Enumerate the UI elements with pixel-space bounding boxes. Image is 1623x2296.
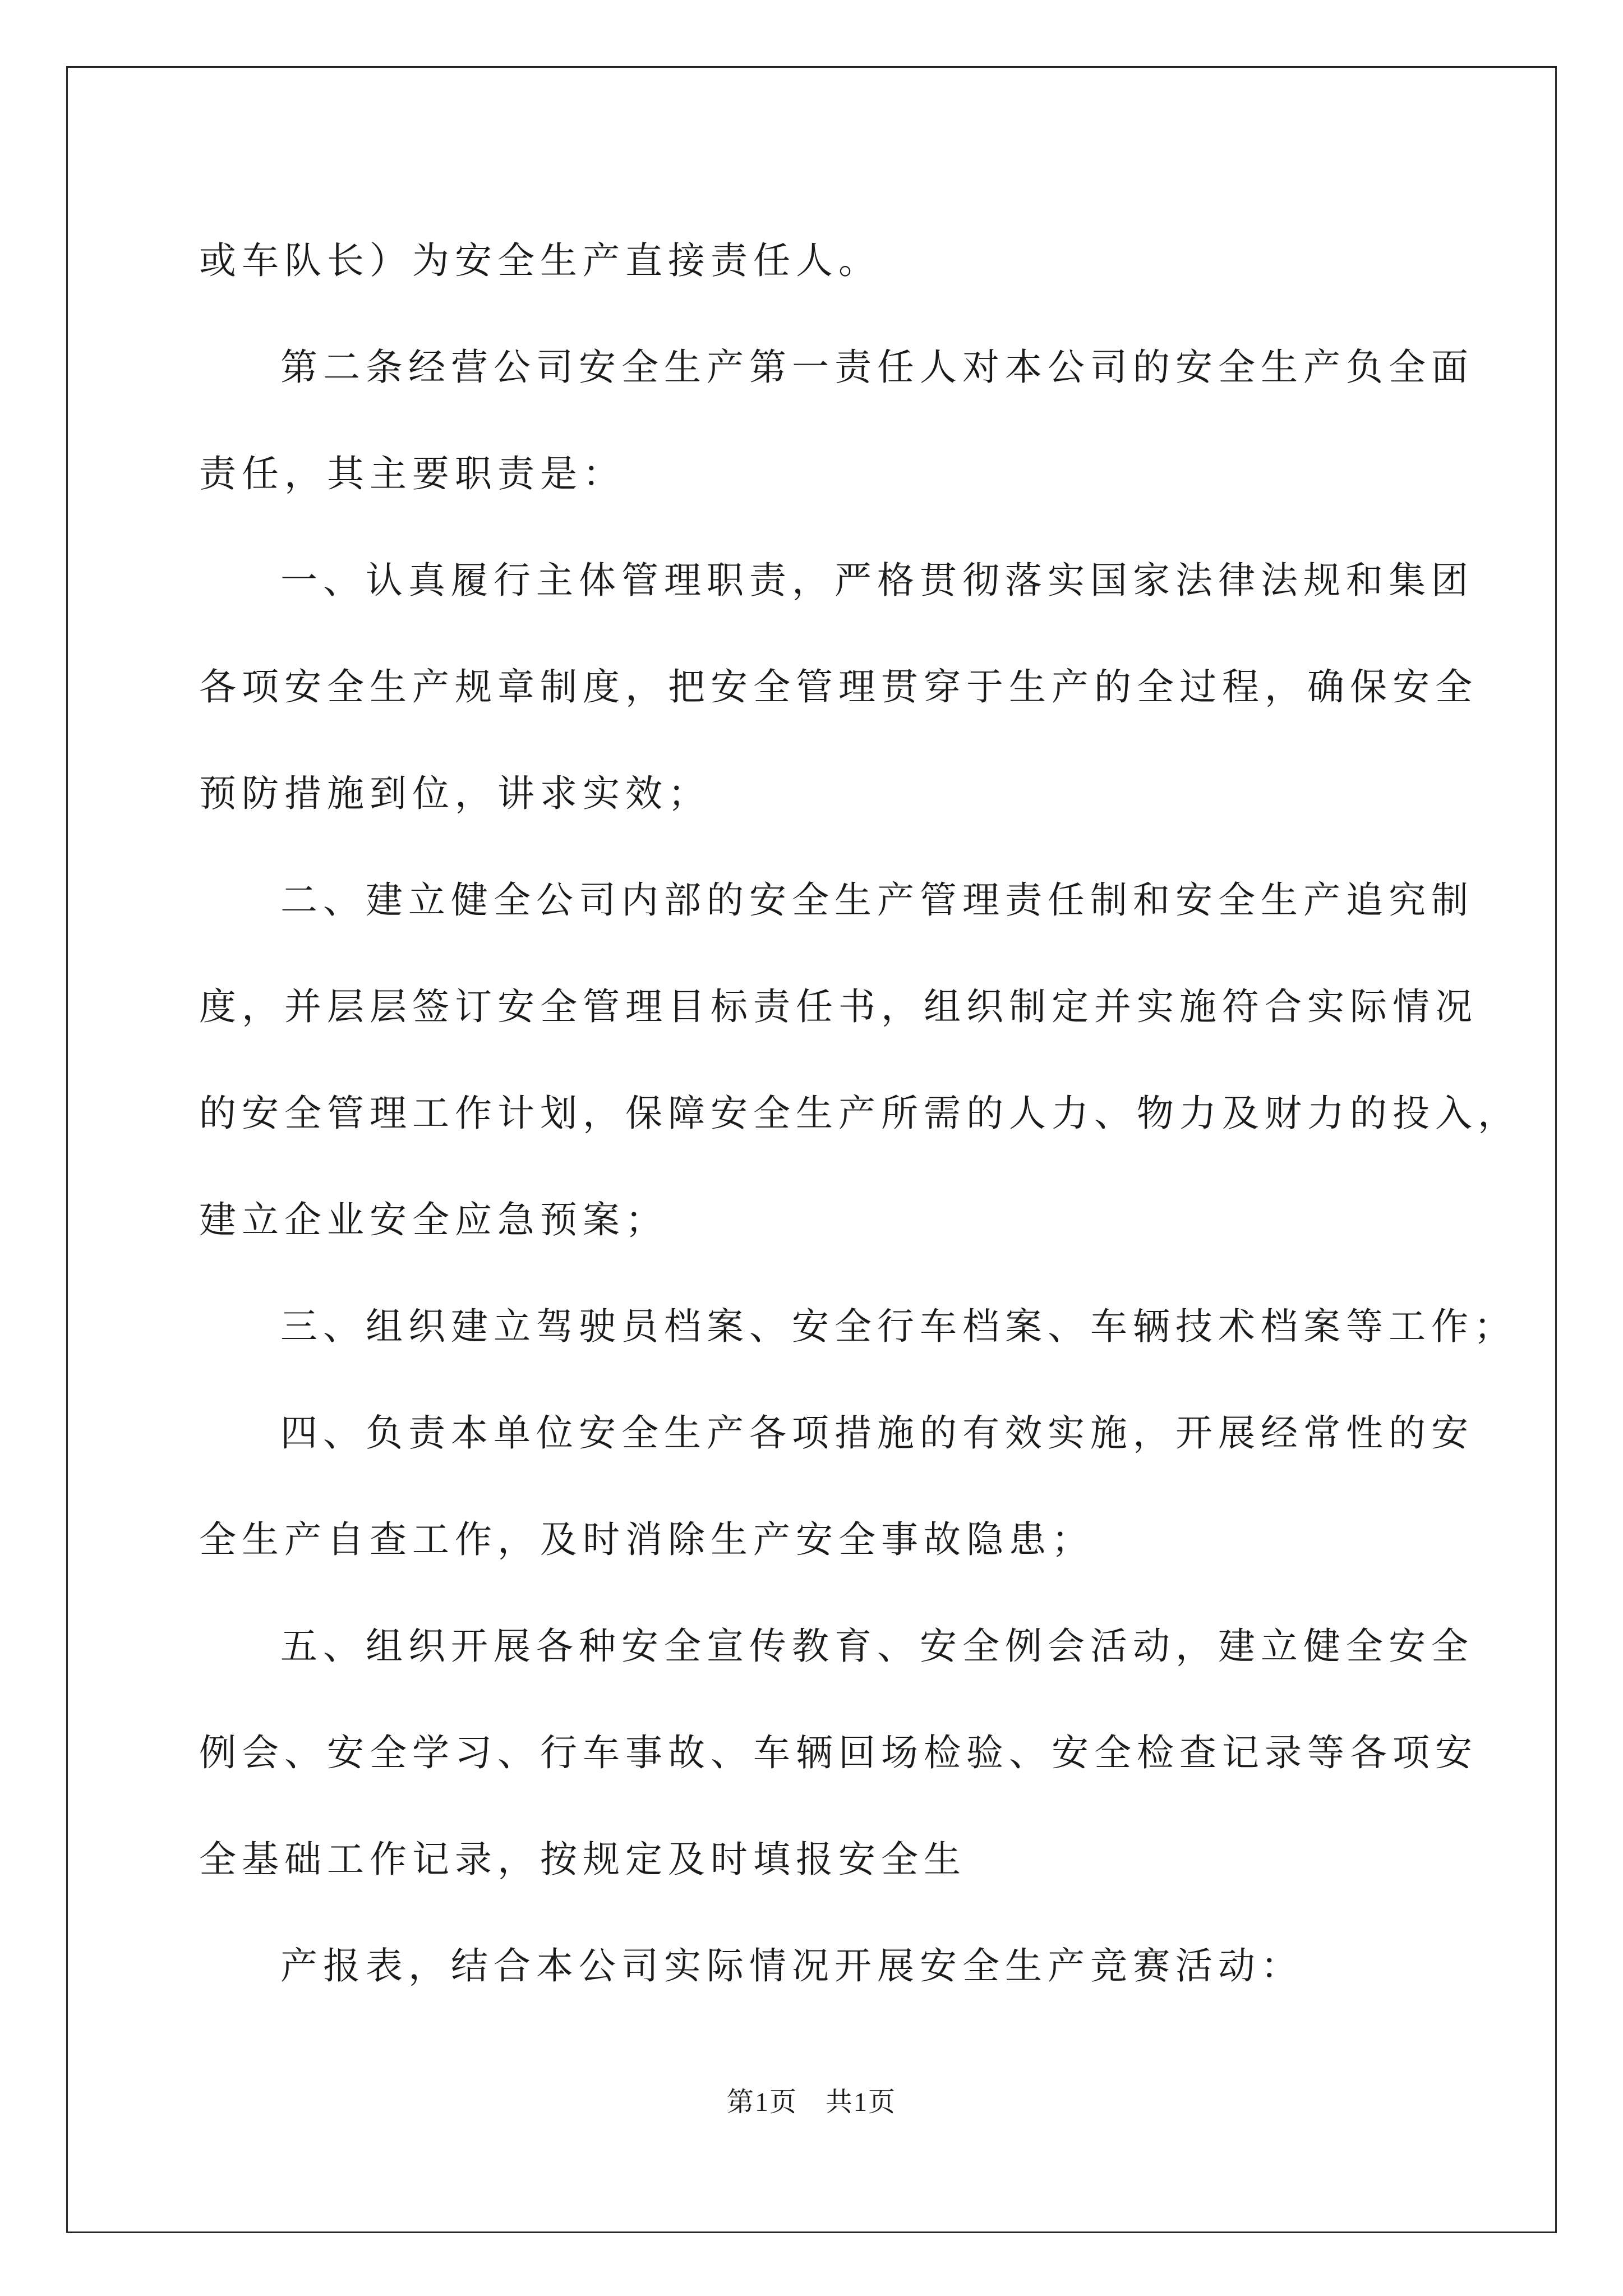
text-line: 全生产自查工作，及时消除生产安全事故隐患；: [199, 1518, 1094, 1561]
text-line: 第二条经营公司安全生产第一责任人对本公司的安全生产负全面: [280, 346, 1474, 389]
document-body: [199, 208, 1520, 2019]
text-line: 三、组织建立驾驶员档案、安全行车档案、车辆技术档案等工作；: [280, 1305, 1516, 1348]
text-line: 全基础工作记录，按规定及时填报安全生: [199, 1838, 966, 1881]
text-line: 责任，其主要职责是：: [199, 452, 625, 495]
text-line: 例会、安全学习、行车事故、车辆回场检验、安全检查记录等各项安: [199, 1731, 1478, 1774]
text-line: 二、建立健全公司内部的安全生产管理责任制和安全生产追究制: [280, 878, 1474, 922]
page-footer: [0, 2080, 1623, 2119]
text-line: 或车队长）为安全生产直接责任人。: [199, 239, 881, 282]
page-number: 第1页: [726, 2087, 797, 2117]
text-line: 的安全管理工作计划，保障安全生产所需的人力、物力及财力的投入，: [199, 1092, 1520, 1135]
text-line: 五、组织开展各种安全宣传教育、安全例会活动，建立健全安全: [280, 1625, 1474, 1668]
text-line: 建立企业安全应急预案；: [199, 1198, 668, 1241]
text-line: 各项安全生产规章制度，把安全管理贯穿于生产的全过程，确保安全: [199, 665, 1478, 708]
text-line: 产报表，结合本公司实际情况开展安全生产竞赛活动：: [280, 1944, 1303, 1987]
text-line: 度，并层层签订安全管理目标责任书，组织制定并实施符合实际情况: [199, 985, 1478, 1028]
page-total: 共1页: [826, 2087, 897, 2117]
text-line: 四、负责本单位安全生产各项措施的有效实施，开展经常性的安: [280, 1411, 1474, 1455]
text-line: 一、认真履行主体管理职责，严格贯彻落实国家法律法规和集团: [280, 559, 1474, 602]
text-line: 预防措施到位，讲求实效；: [199, 772, 711, 815]
